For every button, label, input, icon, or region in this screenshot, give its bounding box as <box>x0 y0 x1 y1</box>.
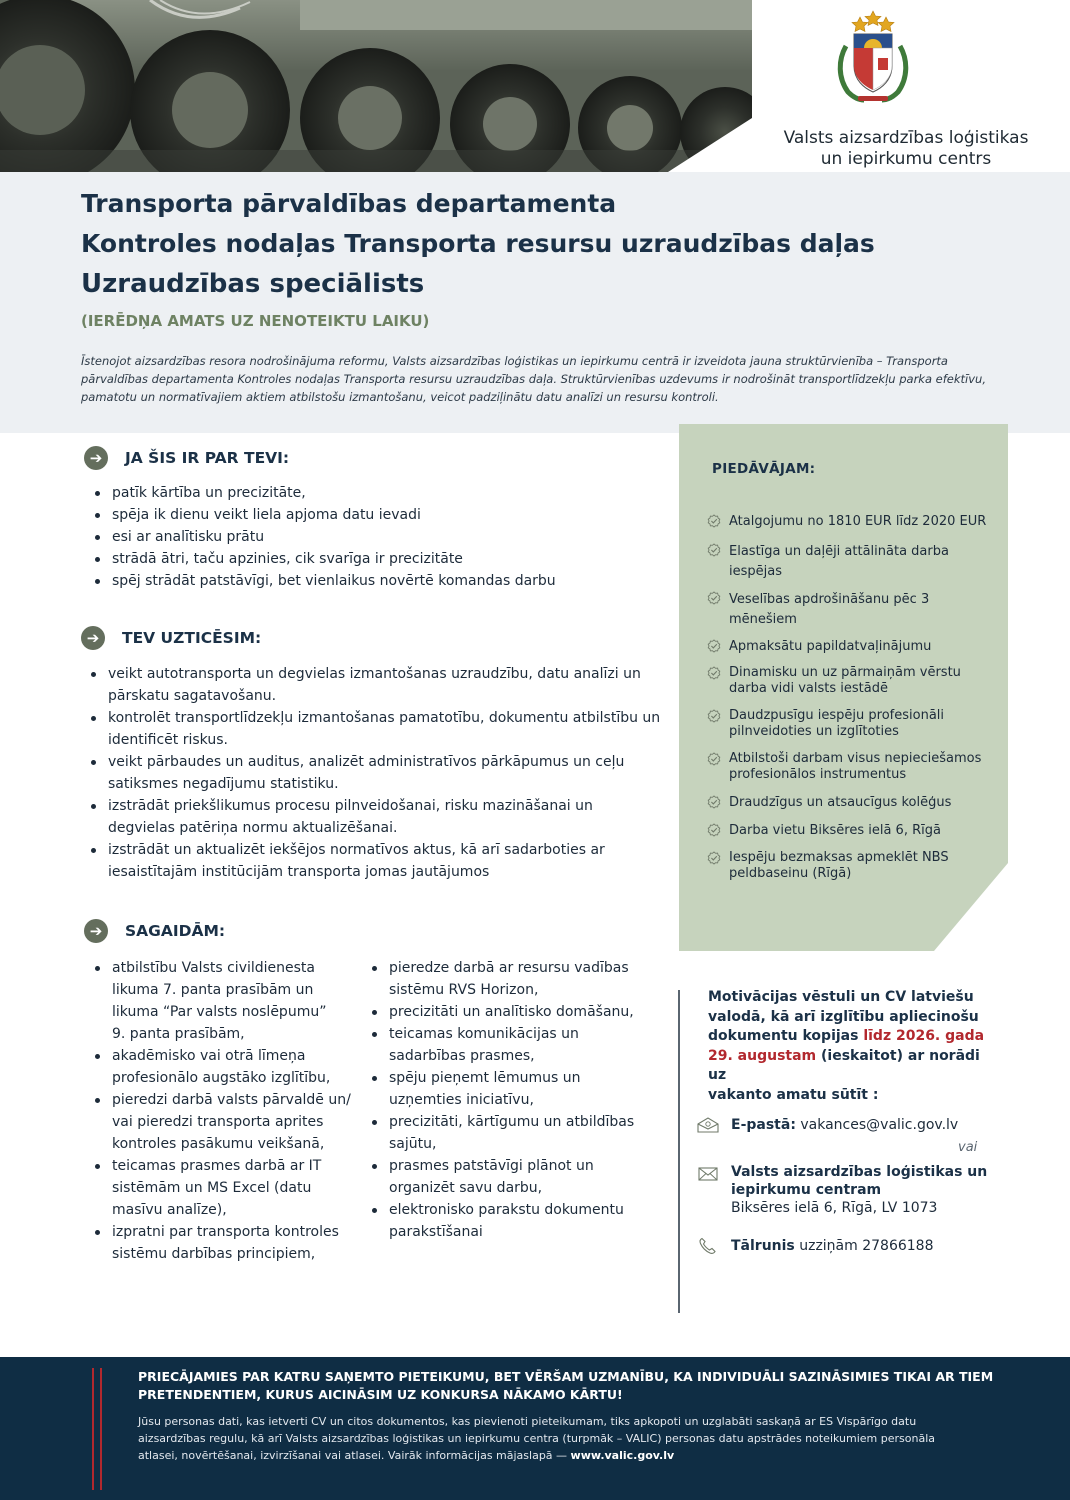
section-title: TEV UZTICĒSIM: <box>122 629 262 647</box>
check-badge-icon <box>707 666 721 680</box>
coat-of-arms-icon <box>834 8 912 106</box>
arrow-right-icon: ➔ <box>84 919 108 943</box>
list-item: atbilstību Valsts civildienesta likuma 7. panta prasībām un likuma “Par valsts noslēpumu” 9. panta prasībām, <box>94 957 364 1045</box>
footer-accent-bar <box>100 1368 102 1490</box>
privacy-line: atlasei, novērtēšanai, izvirzīšanai vai atlasei. Vairāk informācijas mājaslapā — www.valic.gov.lv <box>138 1449 675 1462</box>
offer-item <box>707 542 997 582</box>
check-badge-icon <box>707 591 721 605</box>
offer-title: PIEDĀVĀJAM: <box>712 461 816 477</box>
list-item: teicamas komunikācijas un sadarbības prasmes, <box>371 1023 661 1067</box>
check-badge-icon <box>707 639 721 653</box>
list-item: spēju pieņemt lēmumus un uzņemties iniciatīvu, <box>371 1067 661 1111</box>
list-item: prasmes patstāvīgi plānot un organizēt savu darbu, <box>371 1155 661 1199</box>
intro-paragraph: Īstenojot aizsardzības resora nodrošinājuma reformu, Valsts aizsardzības loģistikas un iepirkumu centrā ir izveidota jauna struktūrvienība – Transporta pārvaldības departamenta Kontroles nodaļas Transporta resursu uzraudzības daļa. Struktūrvienības uzdevums ir nodrošināt transportlīdzekļu parka efektīvu, pamatotu un normatīvajiem aktiem atbilstošu izmantošanu, veicot padziļinātu datu analīzi un resursu kontroli. <box>81 354 986 404</box>
postal-text <box>731 1163 987 1217</box>
phone-icon <box>696 1237 720 1255</box>
offer-item <box>707 822 997 840</box>
org-name-line-2: un iepirkumu centrs <box>820 149 992 169</box>
privacy-line: aizsardzības regulu, kā arī Valsts aizsardzības loģistikas un iepirkumu centra (turpmāk – VALIC) personas datu apstrādes noteikumiem personāla <box>138 1432 936 1445</box>
expect-list-column-1 <box>94 957 364 1265</box>
footer-accent-bar <box>92 1368 94 1490</box>
list-item: kontrolēt transportlīdzekļu izmantošanas pamatotību, dokumentu atbilstību un identificēt riskus. <box>90 707 670 751</box>
email-text: E-pastā: vakances@valic.gov.lv <box>731 1117 959 1133</box>
offer-item <box>707 708 997 739</box>
list-item: teicamas prasmes darbā ar IT sistēmām un MS Excel (datu masīvu analīze), <box>94 1155 364 1221</box>
list-item: izstrādāt un aktualizēt iekšējos normatīvos aktus, kā arī sadarboties ar iesaistītajām institūcijām transporta jomas jautājumos <box>90 839 670 883</box>
phone-text: Tālrunis uzziņām 27866188 <box>731 1238 934 1254</box>
offer-item <box>707 638 997 656</box>
section-header-trust <box>81 626 261 650</box>
check-badge-icon <box>707 514 721 528</box>
list-item: izpratni par transporta kontroles sistēmu darbības principiem, <box>94 1221 364 1265</box>
footer-notice-line: PRIECĀJAMIES PAR KATRU SAŅEMTO PIETEIKUMU, BET VĒRŠAM UZMANĪBU, KA INDIVIDUĀLI SAZINĀSIMIES TIKAI AR TIEM <box>138 1369 994 1384</box>
deadline-date: 29. augustam <box>708 1047 817 1064</box>
check-badge-icon <box>707 709 721 723</box>
check-badge-icon <box>707 752 721 766</box>
list-item: elektronisko parakstu dokumentu parakstīšanai <box>371 1199 661 1243</box>
email-icon <box>696 1116 720 1134</box>
org-name-line-1: Valsts aizsardzības loģistikas <box>783 128 1029 148</box>
instruction-line: dokumentu kopijas līdz 2026. gada <box>708 1028 985 1044</box>
offer-text: Dinamisku un uz pārmaiņām vērstu darba vidi valsts iestādē <box>729 665 961 696</box>
list-item: pieredze darbā ar resursu vadības sistēmu RVS Horizon, <box>371 957 661 1001</box>
or-separator: vai <box>958 1140 978 1155</box>
offer-text: Draudzīgus un atsaucīgus kolēģus <box>729 795 952 810</box>
application-instructions <box>708 988 988 1105</box>
check-badge-icon <box>707 823 721 837</box>
offer-item <box>707 665 997 696</box>
instruction-line: valodā, kā arī izglītību apliecinošu <box>708 1008 979 1025</box>
postal-address: Biksēres ielā 6, Rīgā, LV 1073 <box>731 1200 938 1216</box>
offer-item <box>707 590 997 630</box>
offer-text: Apmaksātu papildatvaļinājumu <box>729 639 932 654</box>
offer-text: Darba vietu Biksēres ielā 6, Rīgā <box>729 823 941 838</box>
contact-postal <box>696 1163 987 1217</box>
list-item: spēj strādāt patstāvīgi, bet vienlaikus novērtē komandas darbu <box>94 570 664 592</box>
envelope-icon <box>696 1165 720 1183</box>
offer-text: Atalgojumu no 1810 EUR līdz 2020 EUR <box>729 514 987 529</box>
list-item: patīk kārtība un precizitāte, <box>94 482 664 504</box>
recipient-line: iepirkumu centram <box>731 1182 882 1198</box>
offer-item <box>707 513 997 531</box>
list-item: precizitāti un analītisko domāšanu, <box>371 1001 661 1023</box>
job-title-line-1: Transporta pārvaldības departamenta <box>81 189 617 218</box>
organization-name <box>756 128 1056 170</box>
check-badge-icon <box>707 851 721 865</box>
job-title-line-3: Uzraudzības speciālists <box>81 269 425 299</box>
footer-notice <box>138 1368 998 1404</box>
list-item: veikt pārbaudes un auditus, analizēt administratīvos pārkāpumus un ceļu satiksmes negadījumu statistiku. <box>90 751 670 795</box>
list-item: veikt autotransporta un degvielas izmantošanas uzraudzību, datu analīzi un pārskatu sagatavošanu. <box>90 663 670 707</box>
offer-text: Atbilstoši darbam visus nepieciešamos profesionālos instrumentus <box>729 751 982 782</box>
contact-phone <box>696 1237 933 1255</box>
website-link[interactable]: www.valic.gov.lv <box>570 1449 675 1462</box>
position-type: (IERĒDŅA AMATS UZ NENOTEIKTU LAIKU) <box>81 312 430 330</box>
instruction-line: Motivācijas vēstuli un CV latviešu <box>708 989 974 1005</box>
list-item: spēja ik dienu veikt liela apjoma datu ievadi <box>94 504 664 526</box>
expect-list-column-2 <box>371 957 661 1243</box>
list-item: izstrādāt priekšlikumus procesu pilnveidošanai, risku mazināšanai un degvielas patēriņa normu aktualizēšanai. <box>90 795 670 839</box>
check-badge-icon <box>707 795 721 809</box>
instruction-line: 29. augustam (ieskaitot) ar norādi uz <box>708 1047 980 1083</box>
offer-text: Daudzpusīgu iespēju profesionāli pilnveidoties un izglītoties <box>729 708 945 739</box>
trust-list <box>90 663 670 883</box>
offer-text: Veselības apdrošināšanu pēc 3 mēnešiem <box>729 592 930 627</box>
offer-text: Elastīga un daļēji attālināta darba iespējas <box>729 544 949 579</box>
section-title: JA ŠIS IR PAR TEVI: <box>125 449 290 467</box>
recipient-line: Valsts aizsardzības loģistikas un <box>731 1164 988 1180</box>
privacy-line: Jūsu personas dati, kas ietverti CV un citos dokumentos, kas pievienoti pieteikumam, tiks apkopoti un uzglabāti saskaņā ar ES Vispārīgo datu <box>138 1415 917 1428</box>
section-header-expect <box>84 919 225 943</box>
list-item: precizitāti, kārtīgumu un atbildības sajūtu, <box>371 1111 661 1155</box>
job-title-line-2: Kontroles nodaļas Transporta resursu uzraudzības daļas <box>81 229 875 258</box>
offer-item <box>707 794 997 812</box>
email-link[interactable]: vakances@valic.gov.lv <box>795 1117 959 1133</box>
phone-number[interactable]: uzziņām 27866188 <box>794 1238 934 1254</box>
offer-item <box>707 751 997 782</box>
section-title: SAGAIDĀM: <box>125 922 226 940</box>
arrow-right-icon: ➔ <box>81 626 105 650</box>
footer-notice-line: PRETENDENTIEM, KURUS AICINĀSIM UZ KONKURSA NĀKAMO KĀRTU! <box>138 1387 623 1402</box>
list-item: akadēmisko vai otrā līmeņa profesionālo augstāko izglītību, <box>94 1045 364 1089</box>
list-item: esi ar analītisku prātu <box>94 526 664 548</box>
check-badge-icon <box>707 543 721 557</box>
instruction-line: vakanto amatu sūtīt : <box>708 1086 879 1103</box>
arrow-right-icon: ➔ <box>84 446 108 470</box>
contact-divider <box>678 990 680 1313</box>
footer-privacy-text <box>138 1413 1018 1464</box>
contact-email <box>696 1116 958 1134</box>
section-header-for-you <box>84 446 289 470</box>
deadline-text: līdz 2026. gada <box>863 1028 985 1044</box>
for-you-list <box>94 482 664 592</box>
list-item: pieredzi darbā valsts pārvaldē un/ vai pieredzi transporta aprites kontroles pasākumu veikšanā, <box>94 1089 364 1155</box>
offer-item <box>707 850 997 881</box>
job-title <box>81 184 875 304</box>
list-item: strādā ātri, taču apzinies, cik svarīga ir precizitāte <box>94 548 664 570</box>
offer-text: Iespēju bezmaksas apmeklēt NBS peldbaseinu (Rīgā) <box>729 850 949 881</box>
